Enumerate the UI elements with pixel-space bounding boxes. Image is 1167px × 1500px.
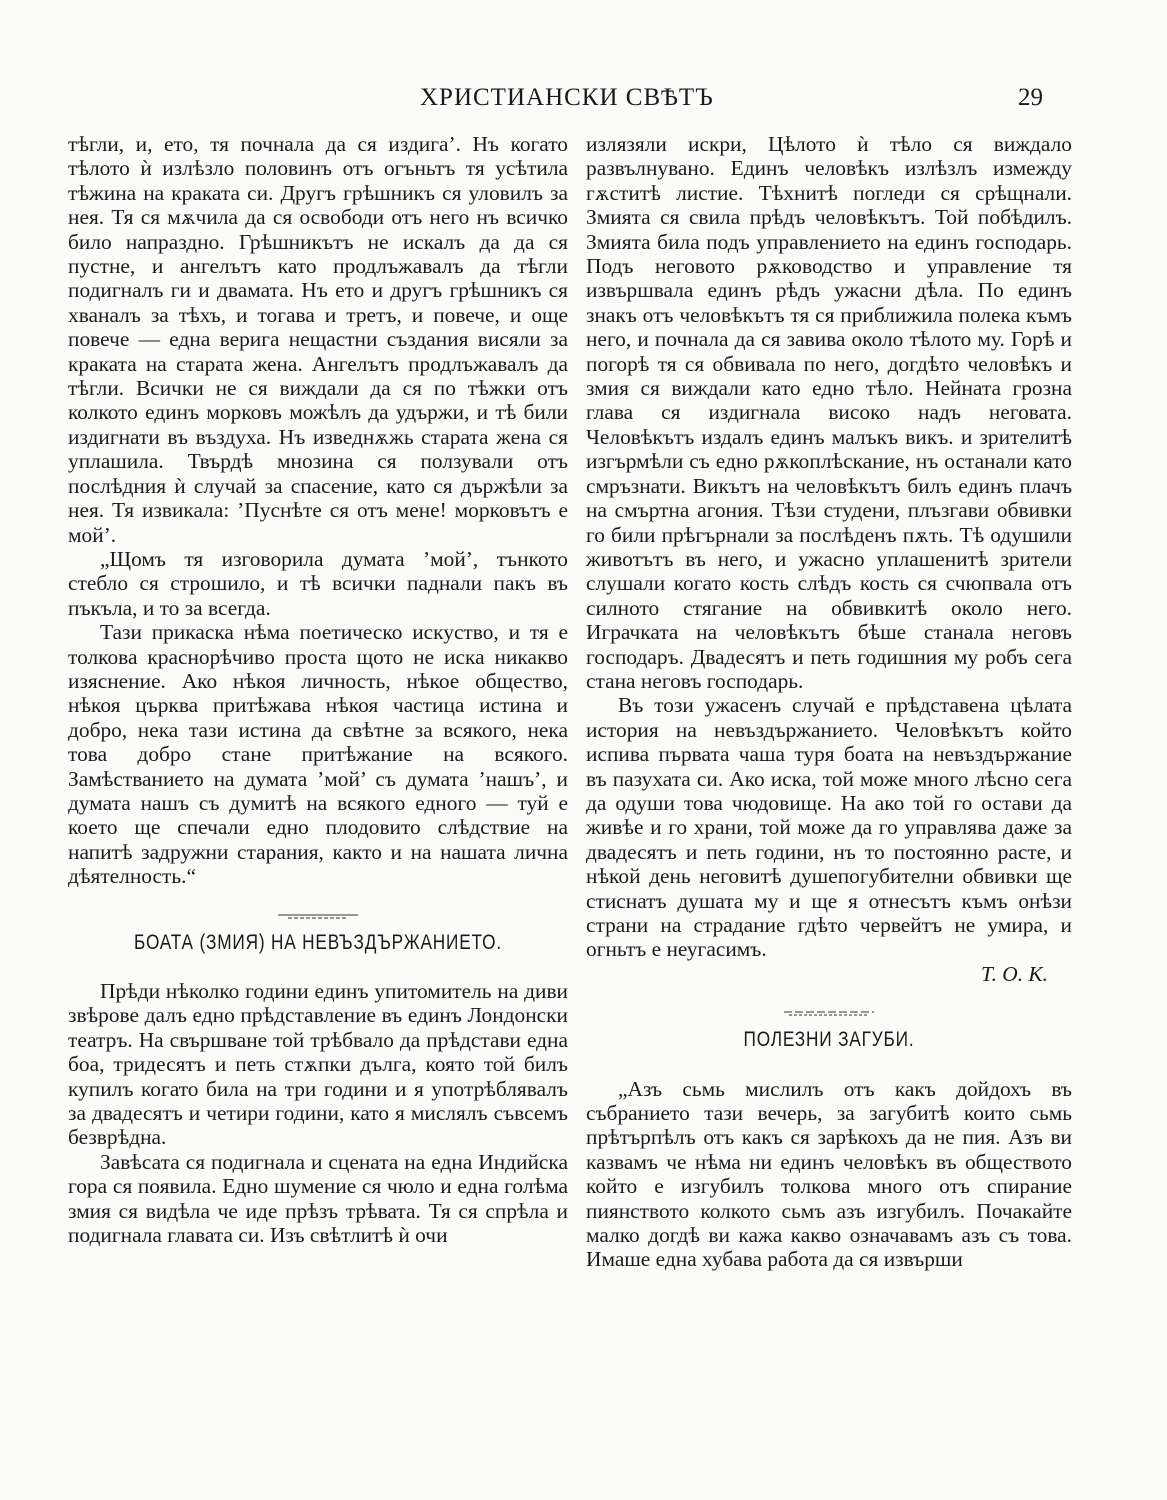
signature: Т. О. К. xyxy=(981,961,1048,986)
section-heading: БОАТА (ЗМИЯ) НА НЕВЪЗДЪРЖАНИЕТО. xyxy=(134,930,502,954)
right-column xyxy=(586,132,1072,1272)
ornament-divider xyxy=(784,1010,874,1018)
paragraph: излязяли искри, Цѣлото ѝ тѣло ся виждало развълнувано. Единъ человѣкъ излѣзлъ измежду гѫститѣ листие. Тѣхнитѣ погледи ся срѣщнали. Змията ся свила прѣдъ человѣкътъ. Той побѣдилъ. Змията била подъ управлението на единъ господарь. Подъ неговото рѫководство и управление тя извършвала единъ рѣдъ ужасни дѣла. По единъ знакъ отъ человѣкътъ тя ся приближила полека къмъ него, и почнала да ся завива около тѣлото му. Горѣ и погорѣ тя ся обвивала по него, догдѣто человѣкъ и змия ся виждали като едно тѣло. Нейната грозна глава ся издигнала високо надъ неговата. Человѣкътъ издалъ единъ малъкъ викъ. и зрителитѣ изгърмѣли съ едно рѫкоплѣскание, нъ останали като смръзнати. Викътъ на человѣкътъ билъ единъ плачъ на смъртна агония. Тѣзи студени, плъзгави обвивки го били прѣгърнали за послѣденъ пѫть. Тѣ одушили животътъ въ него, и ужасно уплашенитѣ зрители слушали когато кость слѣдъ кость ся счюпвала отъ силното стягание на обвивкитѣ около него. Играчката на человѣкътъ бѣше станала неговъ господаръ. Двадесятъ и петь годишния му робъ сега стана неговъ господарь. xyxy=(586,132,1072,693)
paragraph: Въ този ужасенъ случай е прѣдставена цѣлата история на невъздържанието. Человѣкътъ който испива първата чаша туря боата на невъздържание въ пазухата си. Ако иска, той може много лѣсно сега да одуши това чюдовище. На ако той го остави да живѣе и го храни, той може да го управлява даже за двадесятъ и петь години, нъ то постоянно расте, и нѣкой день неговитѣ душепогубителни обвивки ще стиснатъ душата му и ще я отнесътъ къмъ онѣзи страни на страдание гдѣто червейтъ не умира, и огньтъ е неугасимъ. xyxy=(586,693,1072,962)
paragraph: Прѣди нѣколко години единъ упитомитель на диви звѣрове далъ едно прѣдставление въ единъ Лондонски театръ. На свършване той трѣбвало да прѣдстави една боа, тридесятъ и петь стѫпки дълга, която той билъ купилъ когато била на три години и я употрѣблявалъ за двадесятъ и четири години, като я мислялъ съвсемъ безврѣдна. xyxy=(68,979,568,1150)
page-header xyxy=(0,84,1167,118)
paragraph: „Щомъ тя изговорила думата ’мой’, тънкото стебло ся строшило, и тѣ всички паднали пакъ въ пъкъла, и то за всегда. xyxy=(68,546,568,620)
paragraph: „Азъ сьмь мислилъ отъ какъ дойдохъ въ събранието тази вечерь, за загубитѣ които сьмь прѣтърпѣлъ отъ какъ ся зарѣкохъ да не пия. Азъ ви казвамъ че нѣма ни единъ человѣкъ въ обществото който е изгубилъ толкова много отъ спирание пиянството колкото сьмъ азъ изгубилъ. Почакайте малко догдѣ ви кажа какво означавамъ азъ съ това. Имаше една хубава работа да ся извърши xyxy=(586,1076,1072,1272)
paragraph: Тази прикаска нѣма поетическо искуство, и тя е толкова краснорѣчиво проста щото не иска никакво изяснение. Ако нѣкоя личность, нѣкое общество, нѣкоя църква притѣжава нѣкоя частица истина и добро, нека тази истина да свѣтне за всякого, нека това добро стане притѣжание на всякого. Замѣстванието на думата ’мой’ съ думата ’нашъ’, и думата нашъ съ думитѣ на всякого едного — туй е което ще спечали едно плодовито слѣдствие на напитѣ задружни старания, както и на нашата лична дѣятелность.“ xyxy=(68,620,568,889)
paragraph: тѣгли, и, ето, тя почнала да ся издига’. Нъ когато тѣлото ѝ излѣзло половинъ отъ огъньтъ тя усѣтила тѣжина на краката си. Другъ грѣшникъ ся уловилъ за нея. Тя ся мѫчила да ся освободи отъ него нъ всичко било напраздно. Грѣшникътъ не искалъ да да ся пустне, и ангелътъ като продлъжавалъ да тѣгли подигналъ ги и двамата. Нъ ето и другъ грѣшникъ ся хваналъ за тѣхъ, и тогава и третъ, и повече, и още повече — една верига нещастни създания висяли за краката на старата жена. Ангелътъ продлъжавалъ да тѣгли. Всички не ся виждали да ся по тѣжки отъ колкото единъ морковъ можѣлъ да удържи, и тѣ били издигнати въ въздуха. Нъ изведнѫжь старата жена ся уплашила. Твърдѣ мнозина ся ползували отъ послѣдния ѝ случай за спасение, като ся държѣли за нея. Тя извикала: ’Пуснѣте ся отъ мене! морковътъ е мой’. xyxy=(68,132,568,547)
paragraph: Завѣсата ся подигнала и сцената на една Индийска гора ся появила. Едно шумение ся чюло и една голѣма змия ся видѣла че иде прѣзъ трѣвата. Тя ся спрѣла и подигнала главата си. Изъ свѣтлитѣ ѝ очи xyxy=(68,1149,568,1248)
running-title: ХРИСТИАНСКИ СВѢТЪ xyxy=(420,84,714,111)
section-heading: ПОЛЕЗНИ ЗАГУБИ. xyxy=(743,1028,915,1052)
page-number: 29 xyxy=(1018,84,1043,111)
left-column xyxy=(68,132,568,1247)
ornament-divider xyxy=(278,913,358,921)
